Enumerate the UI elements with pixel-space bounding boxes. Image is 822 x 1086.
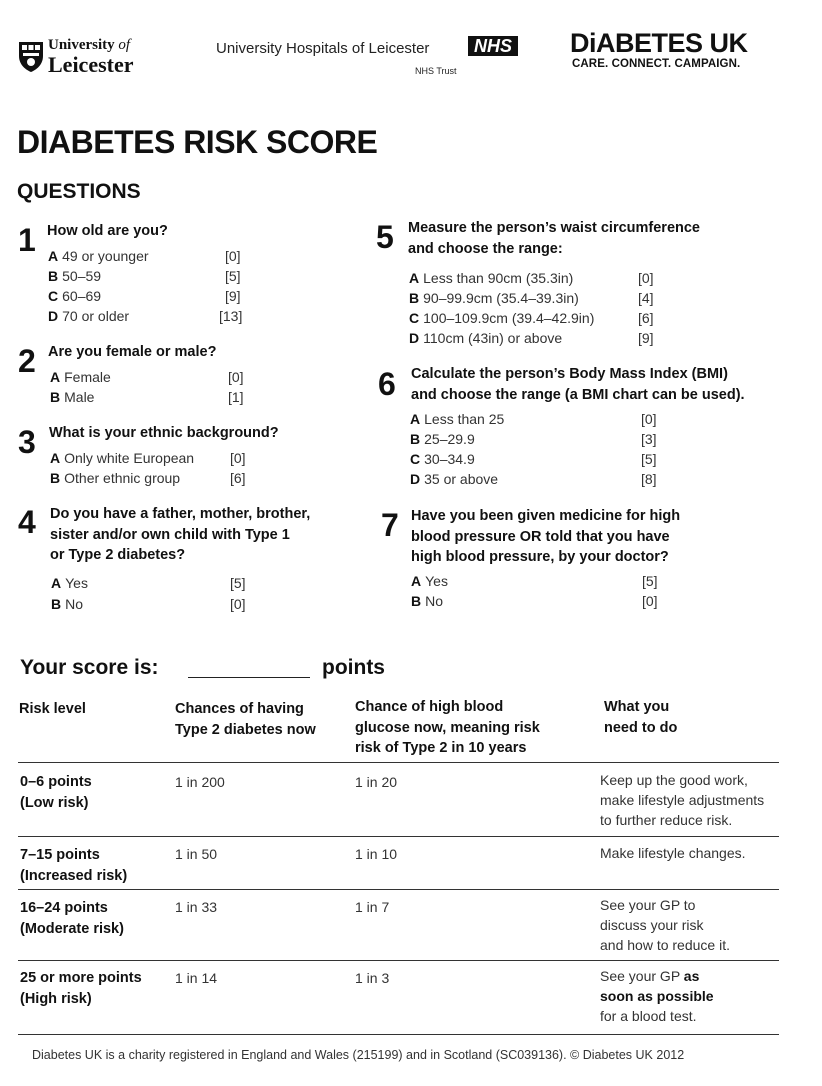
answer-option[interactable]: B 90–99.9cm (35.4–39.3in) xyxy=(409,290,579,306)
answer-option[interactable]: A Female xyxy=(50,369,111,385)
option-points: [13] xyxy=(219,308,243,324)
question-text: Calculate the person’s Body Mass Index (BMI) and choose the range (a BMI chart can be used). xyxy=(411,366,745,403)
table-divider xyxy=(18,960,779,961)
question-number: 2 xyxy=(18,343,36,379)
answer-option[interactable]: C 60–69 xyxy=(48,288,102,304)
option-points: [9] xyxy=(638,330,654,346)
option-points: [9] xyxy=(225,288,241,304)
option-points: [4] xyxy=(638,290,654,306)
footer-text: Diabetes UK is a charity registered in England and Wales (215199) and in Scotland (SC039136). © Diabetes UK 2012 xyxy=(32,1048,685,1062)
option-points: [0] xyxy=(230,596,246,612)
diabetes-uk-logo: DiABETES UK xyxy=(570,28,748,58)
question-text: Do you have a father, mother, brother, sister and/or own child with Type 1 or Type 2 diabetes? xyxy=(50,506,311,563)
answer-option[interactable]: A 49 or younger xyxy=(48,248,149,264)
question-number: 7 xyxy=(381,507,399,543)
option-points: [0] xyxy=(638,270,654,286)
chance-now-cell: 1 in 200 xyxy=(175,774,225,790)
option-points: [5] xyxy=(641,451,657,467)
question-text: What is your ethnic background? xyxy=(49,425,279,441)
option-points: [8] xyxy=(641,471,657,487)
university-crest-icon xyxy=(18,41,44,73)
advice-cell: See your GP to discuss your risk and how to reduce it. xyxy=(600,897,730,953)
table-header-risk-level: Risk level xyxy=(19,701,86,717)
table-divider xyxy=(18,836,779,837)
question-number: 1 xyxy=(18,222,36,258)
advice-cell: Make lifestyle changes. xyxy=(600,845,746,861)
answer-option[interactable]: B Other ethnic group xyxy=(50,470,181,486)
score-label: Your score is: xyxy=(20,656,159,679)
advice-cell: See your GP as soon as possible for a blood test. xyxy=(600,968,714,1024)
answer-option[interactable]: B 50–59 xyxy=(48,268,102,284)
answer-option[interactable]: A Less than 90cm (35.3in) xyxy=(409,270,574,286)
table-divider xyxy=(18,889,779,890)
advice-cell: Keep up the good work, make lifestyle adjustments to further reduce risk. xyxy=(600,772,765,828)
table-header-what-to-do: What you need to do xyxy=(604,699,678,736)
table-header-chance-10y: Chance of high blood glucose now, meaning risk risk of Type 2 in 10 years xyxy=(355,699,540,756)
score-input-line[interactable] xyxy=(188,677,310,678)
diabetes-uk-tagline: CARE. CONNECT. CAMPAIGN. xyxy=(572,58,741,70)
hospital-name: University Hospitals of Leicester xyxy=(216,40,430,57)
chance-now-cell: 1 in 14 xyxy=(175,970,218,986)
answer-option[interactable]: C 30–34.9 xyxy=(410,451,475,467)
option-points: [0] xyxy=(228,369,244,385)
table-divider xyxy=(18,762,779,763)
nhs-trust-label: NHS Trust xyxy=(415,66,457,76)
question-number: 6 xyxy=(378,366,396,402)
chance-now-cell: 1 in 33 xyxy=(175,899,218,915)
option-points: [0] xyxy=(230,450,246,466)
table-header-chance-now: Chances of having Type 2 diabetes now xyxy=(175,701,316,738)
chance-10y-cell: 1 in 7 xyxy=(355,899,390,915)
question-text: Are you female or male? xyxy=(48,344,217,360)
option-points: [6] xyxy=(230,470,246,486)
question-text: How old are you? xyxy=(47,223,168,239)
option-points: [5] xyxy=(225,268,241,284)
chance-now-cell: 1 in 50 xyxy=(175,846,218,862)
score-unit: points xyxy=(322,656,385,679)
page-title: DIABETES RISK SCORE xyxy=(17,124,378,160)
option-points: [6] xyxy=(638,310,654,326)
question-text: Have you been given medicine for high blood pressure OR told that you have high blood pressure, by your doctor? xyxy=(411,508,681,565)
option-points: [0] xyxy=(642,593,658,609)
answer-option[interactable]: C 100–109.9cm (39.4–42.9in) xyxy=(409,310,595,326)
risk-level-cell: 16–24 points (Moderate risk) xyxy=(20,900,124,937)
question-number: 4 xyxy=(18,504,36,540)
question-text: Measure the person’s waist circumference and choose the range: xyxy=(408,220,700,257)
option-points: [5] xyxy=(230,575,246,591)
answer-option[interactable]: B Male xyxy=(50,389,95,405)
answer-option[interactable]: D 70 or older xyxy=(48,308,130,324)
chance-10y-cell: 1 in 10 xyxy=(355,846,398,862)
chance-10y-cell: 1 in 3 xyxy=(355,970,390,986)
answer-option[interactable]: B No xyxy=(411,593,444,609)
chance-10y-cell: 1 in 20 xyxy=(355,774,398,790)
answer-option[interactable]: D 35 or above xyxy=(410,471,499,487)
option-points: [0] xyxy=(641,411,657,427)
risk-level-cell: 0–6 points (Low risk) xyxy=(20,774,92,811)
nhs-logo: NHS xyxy=(468,36,518,56)
answer-option[interactable]: A Yes xyxy=(411,573,448,589)
answer-option[interactable]: A Only white European xyxy=(50,450,195,466)
answer-option[interactable]: A Yes xyxy=(51,575,88,591)
risk-level-cell: 25 or more points (High risk) xyxy=(20,970,142,1007)
answer-option[interactable]: A Less than 25 xyxy=(410,411,505,427)
option-points: [5] xyxy=(642,573,658,589)
university-of-leicester-logo: University of Leicester xyxy=(48,37,134,77)
question-number: 3 xyxy=(18,424,36,460)
answer-option[interactable]: B No xyxy=(51,596,84,612)
answer-option[interactable]: D 110cm (43in) or above xyxy=(409,330,563,346)
option-points: [0] xyxy=(225,248,241,264)
question-number: 5 xyxy=(376,219,394,255)
table-divider xyxy=(18,1034,779,1035)
option-points: [3] xyxy=(641,431,657,447)
risk-level-cell: 7–15 points (Increased risk) xyxy=(20,847,128,884)
answer-option[interactable]: B 25–29.9 xyxy=(410,431,475,447)
option-points: [1] xyxy=(228,389,244,405)
section-title: QUESTIONS xyxy=(17,180,141,203)
